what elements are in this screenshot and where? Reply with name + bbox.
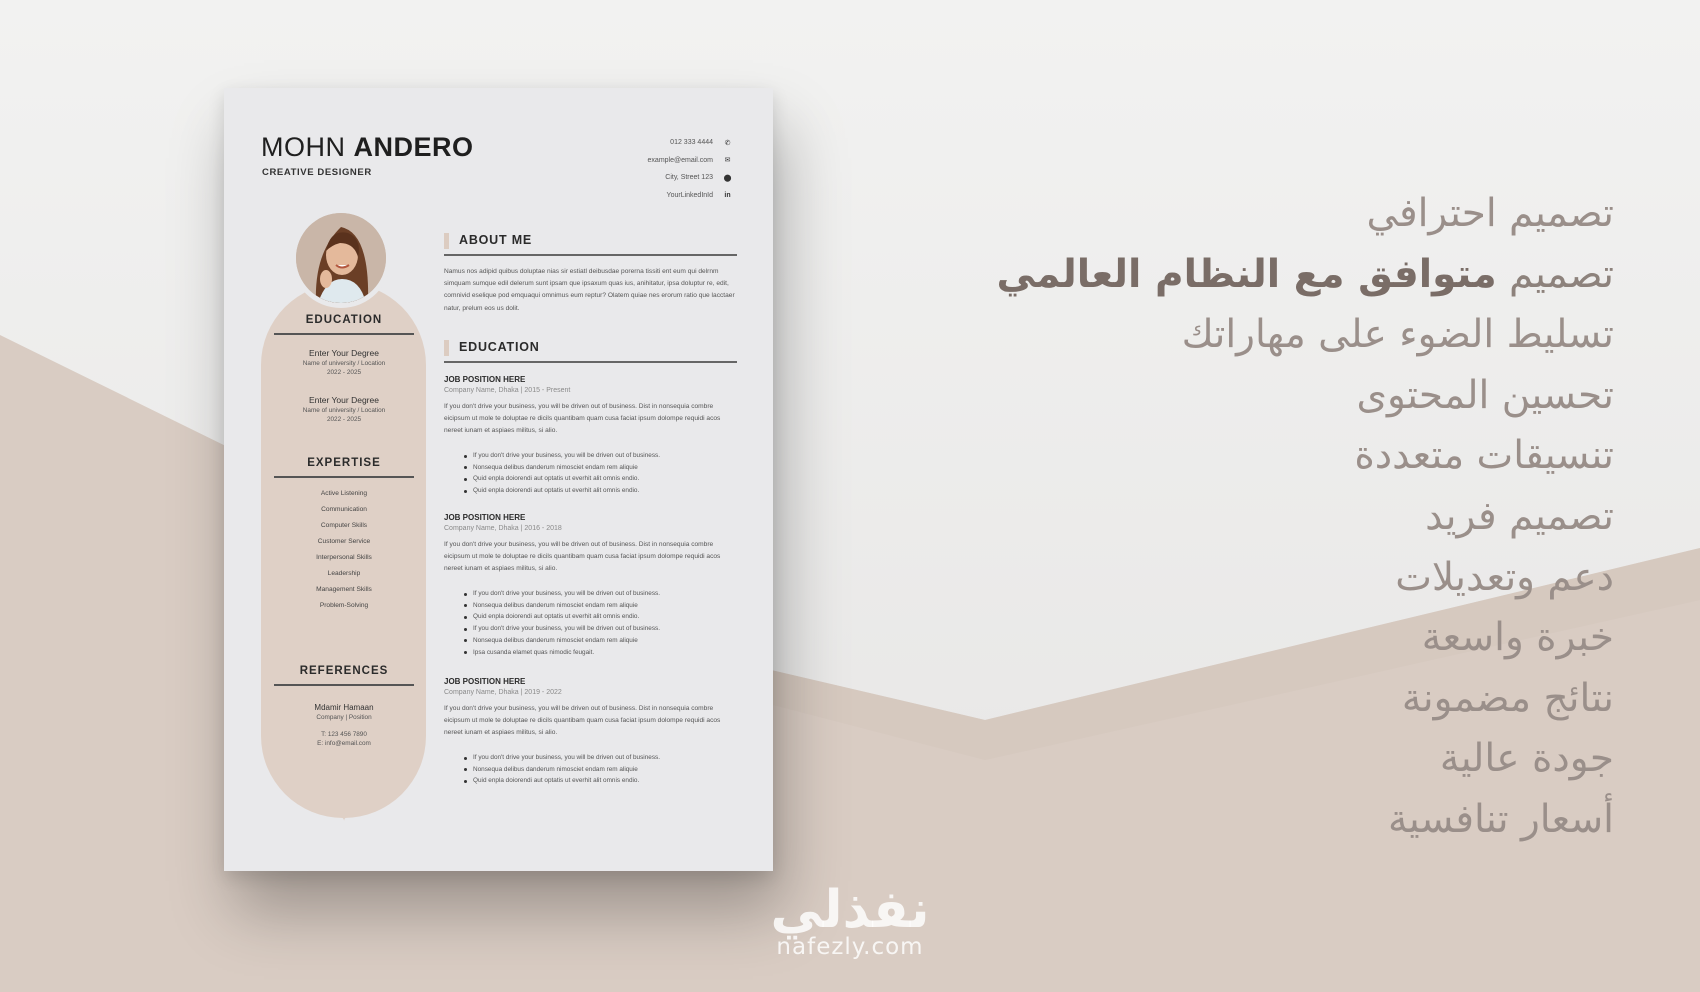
bullet-item: Quid enpla doiorendi aut optatis ut everhit alit omnis endio.	[464, 485, 734, 497]
feature-text: تصميم	[1496, 251, 1614, 297]
feature-item: تنسيقات متعددة	[1354, 433, 1614, 479]
bullet-item: If you don't drive your business, you will be driven out of business.	[464, 623, 734, 635]
feature-item: تصميم فريد	[1425, 493, 1614, 539]
linkedin-icon: in	[724, 191, 731, 199]
job-bullets	[464, 588, 734, 658]
contact-list	[593, 134, 733, 204]
job-description: If you don't drive your business, you will be driven out of business. Dist in nonsequia combre eicipsum ut mole te doluptae re dicils quantibam quam cusa faciat ipsum dolompe requidi acos nereet iunam et aspiaes militus, si alio.	[444, 403, 721, 435]
feature-item: تحسين المحتوى	[1356, 372, 1614, 418]
contact-email	[593, 152, 733, 170]
bullet-item: If you don't drive your business, you will be driven out of business.	[464, 450, 734, 462]
education-heading: EDUCATION	[305, 314, 383, 326]
bullet-item: Nonsequa delibus danderum nimosciet endam rem aliquie	[464, 462, 734, 474]
feature-item	[794, 249, 1614, 310]
feature-item: نتائج مضمونة	[1401, 675, 1614, 721]
feature-list	[794, 188, 1614, 855]
experience-heading: EDUCATION	[459, 340, 540, 354]
expertise-heading: EXPERTISE	[307, 457, 381, 469]
bullet-item: If you don't drive your business, you will be driven out of business.	[464, 752, 734, 764]
skill: Problem-Solving	[319, 602, 369, 609]
job-meta: Company Name, Dhaka | 2015 - Present	[444, 387, 571, 394]
about-text: Namus nos adipid quibus doluptae nias sir estiatl deibusdae porerna tissiti ent eum qui delrnm simquam sumque edil delerum sunt ipsam que ipsaxum quas ius, anihitatur, ipsa doluptur re, edit, comnivid eselique pod emquaqui omnimus eum reptur? Olatem quiae nes erorum ratio que lacctaer natur, prelum eos us dolit.	[444, 268, 735, 312]
contact-phone	[593, 134, 733, 152]
resume-role: CREATIVE DESIGNER	[262, 167, 372, 178]
skill: Leadership	[327, 570, 361, 577]
bullet-item: If you don't drive your business, you will be driven out of business.	[464, 588, 734, 600]
watermark-logo	[740, 880, 960, 960]
feature-item: دعم وتعديلات	[1395, 554, 1614, 600]
skill: Interpersonal Skills	[316, 554, 372, 561]
job-title: JOB POSITION HERE	[444, 513, 526, 522]
bullet-item: Nonsequa delibus danderum nimosciet endam rem aliquie	[464, 600, 734, 612]
years: 2022 - 2025	[326, 416, 362, 423]
skill: Management Skills	[316, 586, 372, 593]
first-name: MOHN	[261, 132, 346, 162]
degree: Enter Your Degree	[309, 348, 379, 358]
divider	[274, 333, 414, 335]
divider	[444, 361, 737, 363]
school: Name of university / Location	[302, 407, 386, 414]
bullet-item: Nonsequa delibus danderum nimosciet endam rem aliquie	[464, 764, 734, 776]
portrait-illustration	[296, 213, 386, 303]
contact-text: 012 333 4444	[670, 139, 713, 147]
job-title: JOB POSITION HERE	[444, 375, 526, 384]
resume-name	[261, 132, 474, 163]
mail-icon: ✉	[724, 157, 731, 165]
skill: Computer Skills	[320, 522, 368, 529]
feature-item: تصميم احترافي	[1366, 191, 1614, 236]
feature-emphasis: متوافق مع النظام العالمي	[996, 251, 1497, 297]
references-heading: REFERENCES	[299, 665, 389, 677]
reference-phone: T: 123 456 7890	[321, 731, 367, 738]
contact-text: City, Street 123	[665, 174, 713, 182]
diamond-ornament-icon: ✦	[339, 810, 350, 824]
contact-linkedin	[593, 187, 733, 205]
feature-item: جودة عالية	[1439, 736, 1614, 782]
degree: Enter Your Degree	[309, 395, 379, 405]
reference-entry	[274, 702, 414, 748]
bullet-item: Quid enpla doiorendi aut optatis ut everhit alit omnis endio.	[464, 611, 734, 623]
years: 2022 - 2025	[326, 369, 362, 376]
feature-item: أسعار تنافسية	[1387, 796, 1614, 842]
education-entry	[274, 395, 414, 424]
job-bullets	[464, 450, 734, 497]
education-entry	[274, 348, 414, 377]
divider	[274, 476, 414, 478]
feature-item: تسليط الضوء على مهاراتك	[1181, 312, 1614, 358]
bullet-item: Quid enpla doiorendi aut optatis ut everhit alit omnis endio.	[464, 775, 734, 787]
watermark-arabic: نفذلي	[770, 880, 930, 940]
reference-name: Mdamir Hamaan	[314, 703, 374, 712]
profile-photo	[296, 213, 386, 303]
skill: Active Listening	[320, 490, 368, 497]
job-description: If you don't drive your business, you will be driven out of business. Dist in nonsequia combre eicipsum ut mole te doluptae re dicils quantibam quam cusa faciat ipsum dolompe requidi acos nereet iunam et aspiaes militus, si alio.	[444, 541, 721, 573]
job-meta: Company Name, Dhaka | 2019 - 2022	[444, 689, 562, 696]
bullet-item: Quid enpla doiorendi aut optatis ut everhit alit omnis endio.	[464, 473, 734, 485]
watermark-latin: nafezly.com	[776, 934, 924, 960]
skills-list	[274, 486, 414, 614]
contact-address	[593, 169, 733, 187]
job-title: JOB POSITION HERE	[444, 677, 526, 686]
resume-sheet	[224, 88, 773, 871]
location-pin-icon: ⬤	[723, 174, 732, 182]
school: Name of university / Location	[302, 360, 386, 367]
about-heading: ABOUT ME	[459, 233, 533, 247]
last-name: ANDERO	[353, 132, 474, 162]
feature-item: خبرة واسعة	[1421, 615, 1614, 661]
bullet-item: Ipsa cusanda elamet quas nimodic feugait.	[464, 647, 734, 659]
section-accent	[444, 233, 449, 249]
divider	[444, 254, 737, 256]
job-description: If you don't drive your business, you will be driven out of business. Dist in nonsequia combre eicipsum ut mole te doluptae re dicils quantibam quam cusa faciat ipsum dolompe requidi acos nereet iunam et aspiaes militus, si alio.	[444, 705, 721, 737]
job-meta: Company Name, Dhaka | 2016 - 2018	[444, 525, 562, 532]
divider	[274, 684, 414, 686]
phone-icon: ✆	[724, 139, 731, 147]
skill: Communication	[321, 506, 367, 513]
reference-position: Company | Position	[316, 714, 372, 721]
contact-text: YourLinkedInId	[666, 191, 713, 199]
skill: Customer Service	[317, 538, 371, 545]
job-bullets	[464, 752, 734, 787]
section-accent	[444, 340, 449, 356]
contact-text: example@email.com	[647, 156, 713, 164]
bullet-item: Nonsequa delibus danderum nimosciet endam rem aliquie	[464, 635, 734, 647]
reference-email: E: info@email.com	[317, 740, 371, 747]
